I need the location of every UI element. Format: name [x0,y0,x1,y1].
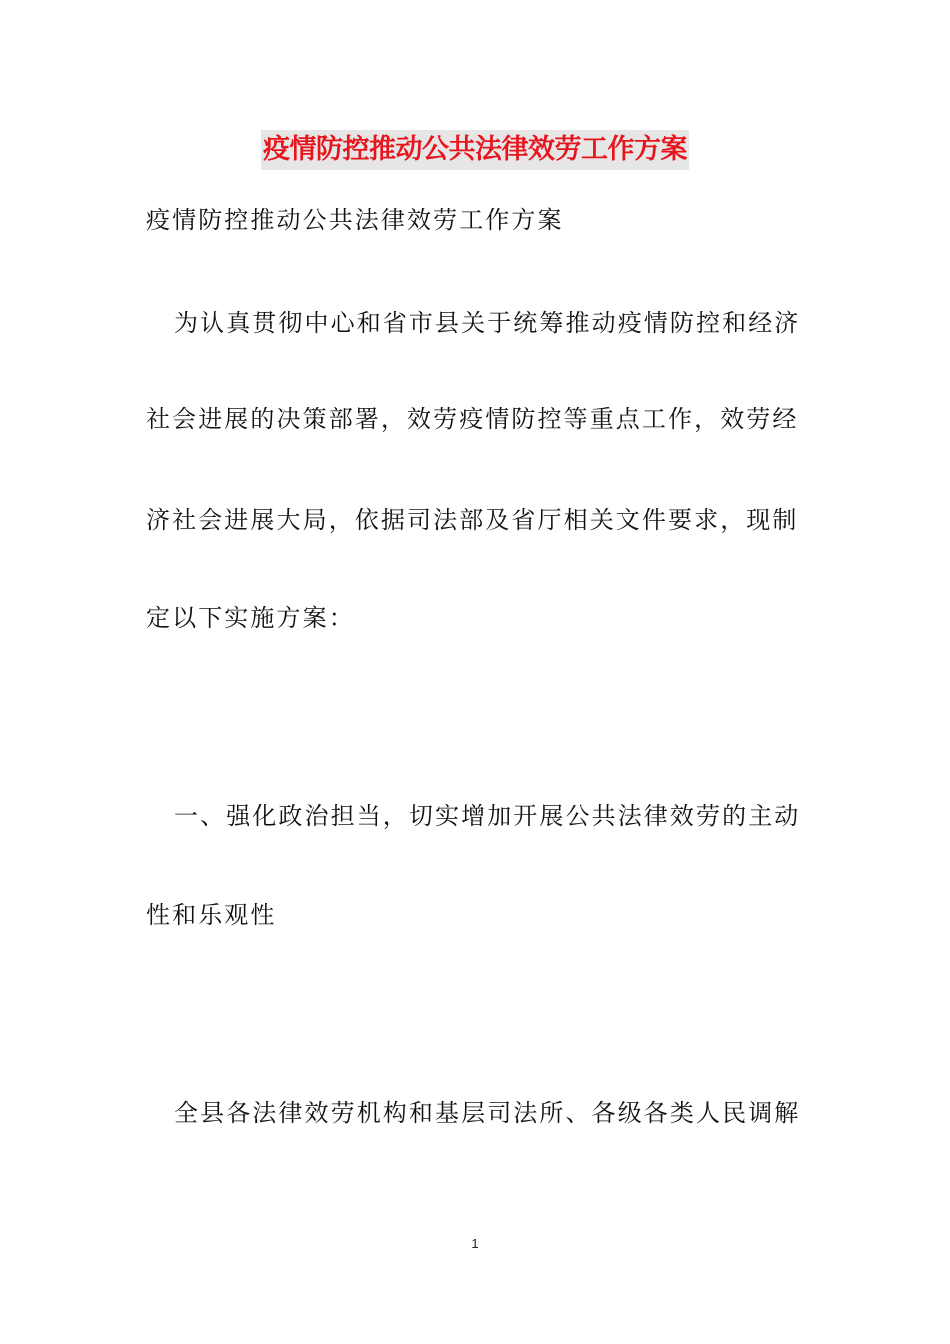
document-subtitle: 疫情防控推动公共法律效劳工作方案 [146,206,564,234]
paragraph-1-line-3: 济社会进展大局，依据司法部及省厅相关文件要求，现制 [146,506,799,534]
document-title [0,130,950,173]
paragraph-1-line-2: 社会进展的决策部署，效劳疫情防控等重点工作，效劳经 [146,405,799,433]
page-number: 1 [471,1236,479,1251]
paragraph-2-line-1: 全县各法律效劳机构和基层司法所、各级各类人民调解 [174,1099,801,1127]
document-title-text: 疫情防控推动公共法律效劳工作方案 [261,130,689,170]
section-1-heading-line-1: 一、强化政治担当，切实增加开展公共法律效劳的主动 [174,802,801,830]
paragraph-1-line-1: 为认真贯彻中心和省市县关于统筹推动疫情防控和经济 [174,309,801,337]
paragraph-1-line-4: 定以下实施方案： [146,604,355,632]
section-1-heading-line-2: 性和乐观性 [146,901,277,929]
